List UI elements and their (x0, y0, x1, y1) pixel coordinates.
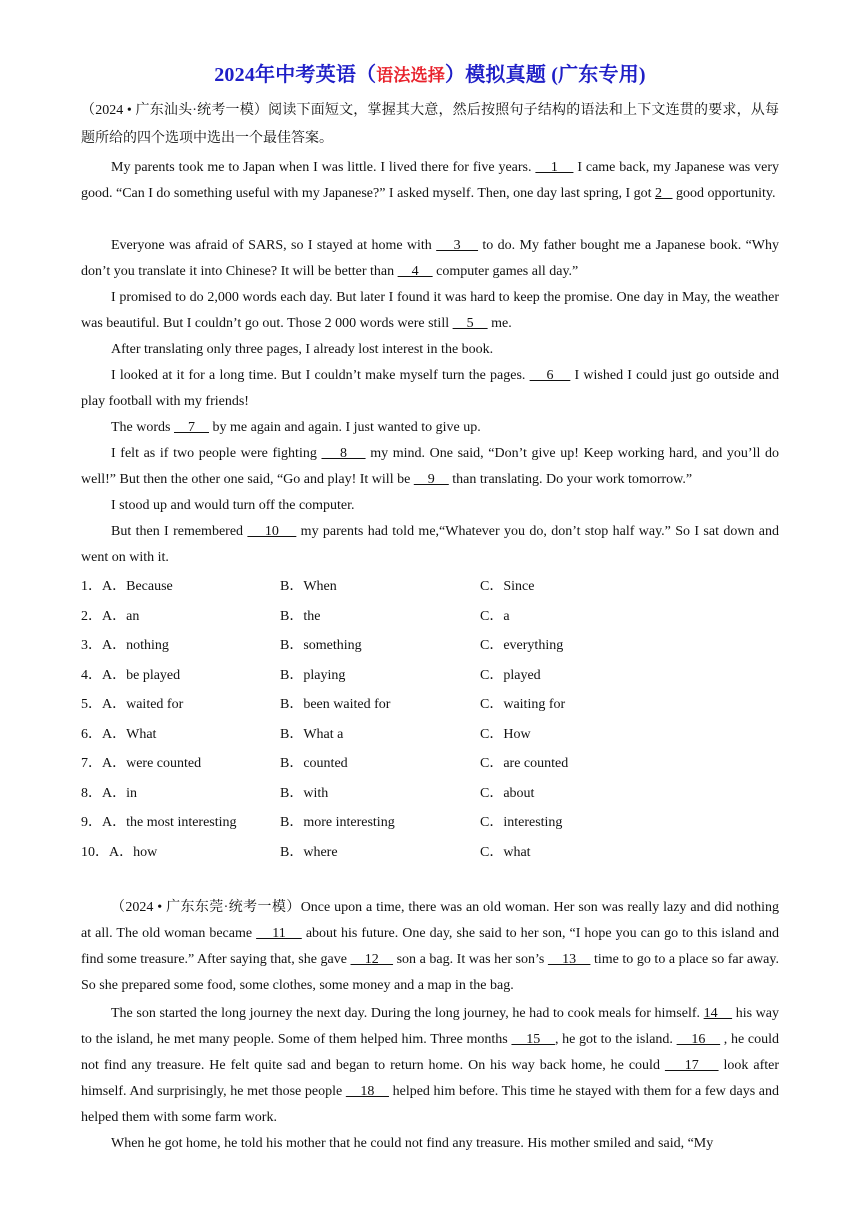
blank-16: 16 (676, 1032, 721, 1047)
title-text-end: ）模拟真题 (广东专用) (445, 64, 646, 86)
page-title (0, 58, 860, 87)
option-b: B．playing (280, 667, 346, 683)
option-row (81, 607, 781, 627)
passage1-paragraph-9: But then I remembered 10 my parents had told me,“Whatever you do, don’t stop half way.” So I sat down and went on with it. (81, 524, 780, 565)
option-a: 5．A．waited for (81, 697, 184, 712)
option-b: B．more interesting (280, 815, 395, 830)
option-c: C．everything (480, 638, 564, 653)
blank-1: 1 (535, 160, 574, 175)
passage1-paragraph-7: I felt as if two people were fighting 8 my mind. One said, “Don’t give up! Keep working hard, and you’ll do well!” But then the other one said, “Go and play! It will be 9 than translating. Do your work tomorrow.” (81, 446, 779, 487)
option-row (81, 813, 781, 833)
passage1-paragraph-4: After translating only three pages, I already lost interest in the book. (111, 342, 494, 357)
option-c: C．interesting (480, 815, 563, 830)
option-c: C．Since (480, 579, 535, 594)
option-c: C．a (480, 608, 510, 624)
passage2-paragraph-3: When he got home, he told his mother that he could not find any treasure. His mother smiled and said, “My (111, 1136, 714, 1151)
option-row (81, 725, 781, 745)
option-b: B．When (280, 579, 337, 594)
option-a: 10．A．how (81, 844, 158, 860)
blank-11: 11 (256, 926, 302, 941)
blank-5: 5 (452, 316, 488, 331)
passage2-paragraph-2: The son started the long journey the next day. During the long journey, he had to cook meals for himself. 14 his way to the island, he met many people. Some of them helped him. Three months 15 , he got to the island. 16 , he could not find any treasure. He felt quite sad and began to return home. On his way back home, he could 17 look after himself. And surprisingly, he met those people 18 helped him before. This time he stayed with them for a few days and helped them with some farm work. (81, 1006, 780, 1125)
option-row (81, 784, 781, 804)
option-a: 3．A．nothing (81, 638, 169, 653)
option-c: C．are counted (480, 756, 569, 771)
option-c: C．How (480, 726, 531, 742)
blank-4: 4 (397, 264, 433, 279)
blank-8: 8 (321, 446, 366, 461)
blank-7: 7 (174, 420, 209, 435)
passage1-paragraph-1: My parents took me to Japan when I was little. I lived there for five years. 1 I came back, my Japanese was very good. “Can I do something useful with my Japanese?” I asked myself. Then, one day last spring, I got 2 good opportunity. (81, 160, 780, 201)
blank-18: 18 (345, 1084, 389, 1099)
option-a: 7．A．were counted (81, 756, 202, 771)
option-a: 2．A．an (81, 608, 140, 624)
blank-9: 9 (413, 472, 449, 487)
blank-3: 3 (436, 238, 479, 253)
option-b: B．been waited for (280, 697, 391, 712)
option-b: B．counted (280, 756, 348, 771)
option-row (81, 636, 781, 656)
passage1-paragraph-2: Everyone was afraid of SARS, so I stayed at home with 3 to do. My father bought me a Japanese book. “Why don’t you translate it into Chinese? It will be better than 4 computer games all day.” (81, 238, 780, 279)
option-c: C．about (480, 785, 535, 801)
blank-6: 6 (529, 368, 571, 383)
option-row (81, 695, 781, 715)
option-b: B．the (280, 608, 321, 624)
option-a: 9．A．the most interesting (81, 815, 237, 830)
option-row (81, 843, 781, 863)
passage1-paragraph-6: The words 7 by me again and again. I just wanted to give up. (111, 420, 481, 435)
option-row (81, 577, 781, 597)
passage1-intro: （2024 • 广东汕头·统考一模）阅读下面短文，掌握其大意，然后按照句子结构的语法和上下文连贯的要求，从每题所给的四个选项中选出一个最佳答案。 (81, 103, 779, 146)
title-text-start: 2024年中考英语（ (214, 64, 377, 86)
passage1-paragraph-8: I stood up and would turn off the computer. (111, 498, 355, 513)
option-row (81, 666, 781, 686)
option-c: C．waiting for (480, 697, 566, 712)
blank-13: 13 (547, 952, 591, 967)
blank-12: 12 (350, 952, 394, 967)
blank-14: 14 (703, 1006, 733, 1021)
passage2-paragraph-1: （2024 • 广东东莞·统考一模）Once upon a time, there was an old woman. Her son was really lazy and did nothing at all. The old woman became 11 about his future. One day, she said to her son, “I hope you can go to this island and find some treasure.” After saying that, she gave 12 son a bag. It was her son’s 13 time to go to a place so far away. So she prepared some food, some clothes, some money and a map in the bag. (81, 900, 779, 993)
option-a: 1．A．Because (81, 579, 173, 594)
passage1-paragraph-3: I promised to do 2,000 words each day. But later I found it was hard to keep the promise. One day in May, the weather was beautiful. But I couldn’t go out. Those 2 000 words were still 5 me. (81, 290, 779, 331)
blank-10: 10 (247, 524, 297, 539)
option-b: B．What a (280, 726, 344, 742)
blank-17: 17 (664, 1058, 719, 1073)
option-a: 6．A．What (81, 726, 157, 742)
passage1-paragraph-5: I looked at it for a long time. But I couldn’t make myself turn the pages. 6 I wished I could just go outside and play football with my friends! (81, 368, 779, 409)
option-b: B．something (280, 638, 362, 653)
option-a: 8．A．in (81, 785, 137, 801)
option-b: B．where (280, 844, 338, 860)
blank-2: 2 (655, 186, 673, 201)
option-b: B．with (280, 785, 329, 801)
option-row (81, 754, 781, 774)
option-a: 4．A．be played (81, 667, 181, 683)
title-highlight: 语法选择 (376, 66, 446, 85)
option-c: C．played (480, 667, 541, 683)
blank-15: 15 (511, 1032, 555, 1047)
option-c: C．what (480, 844, 531, 860)
